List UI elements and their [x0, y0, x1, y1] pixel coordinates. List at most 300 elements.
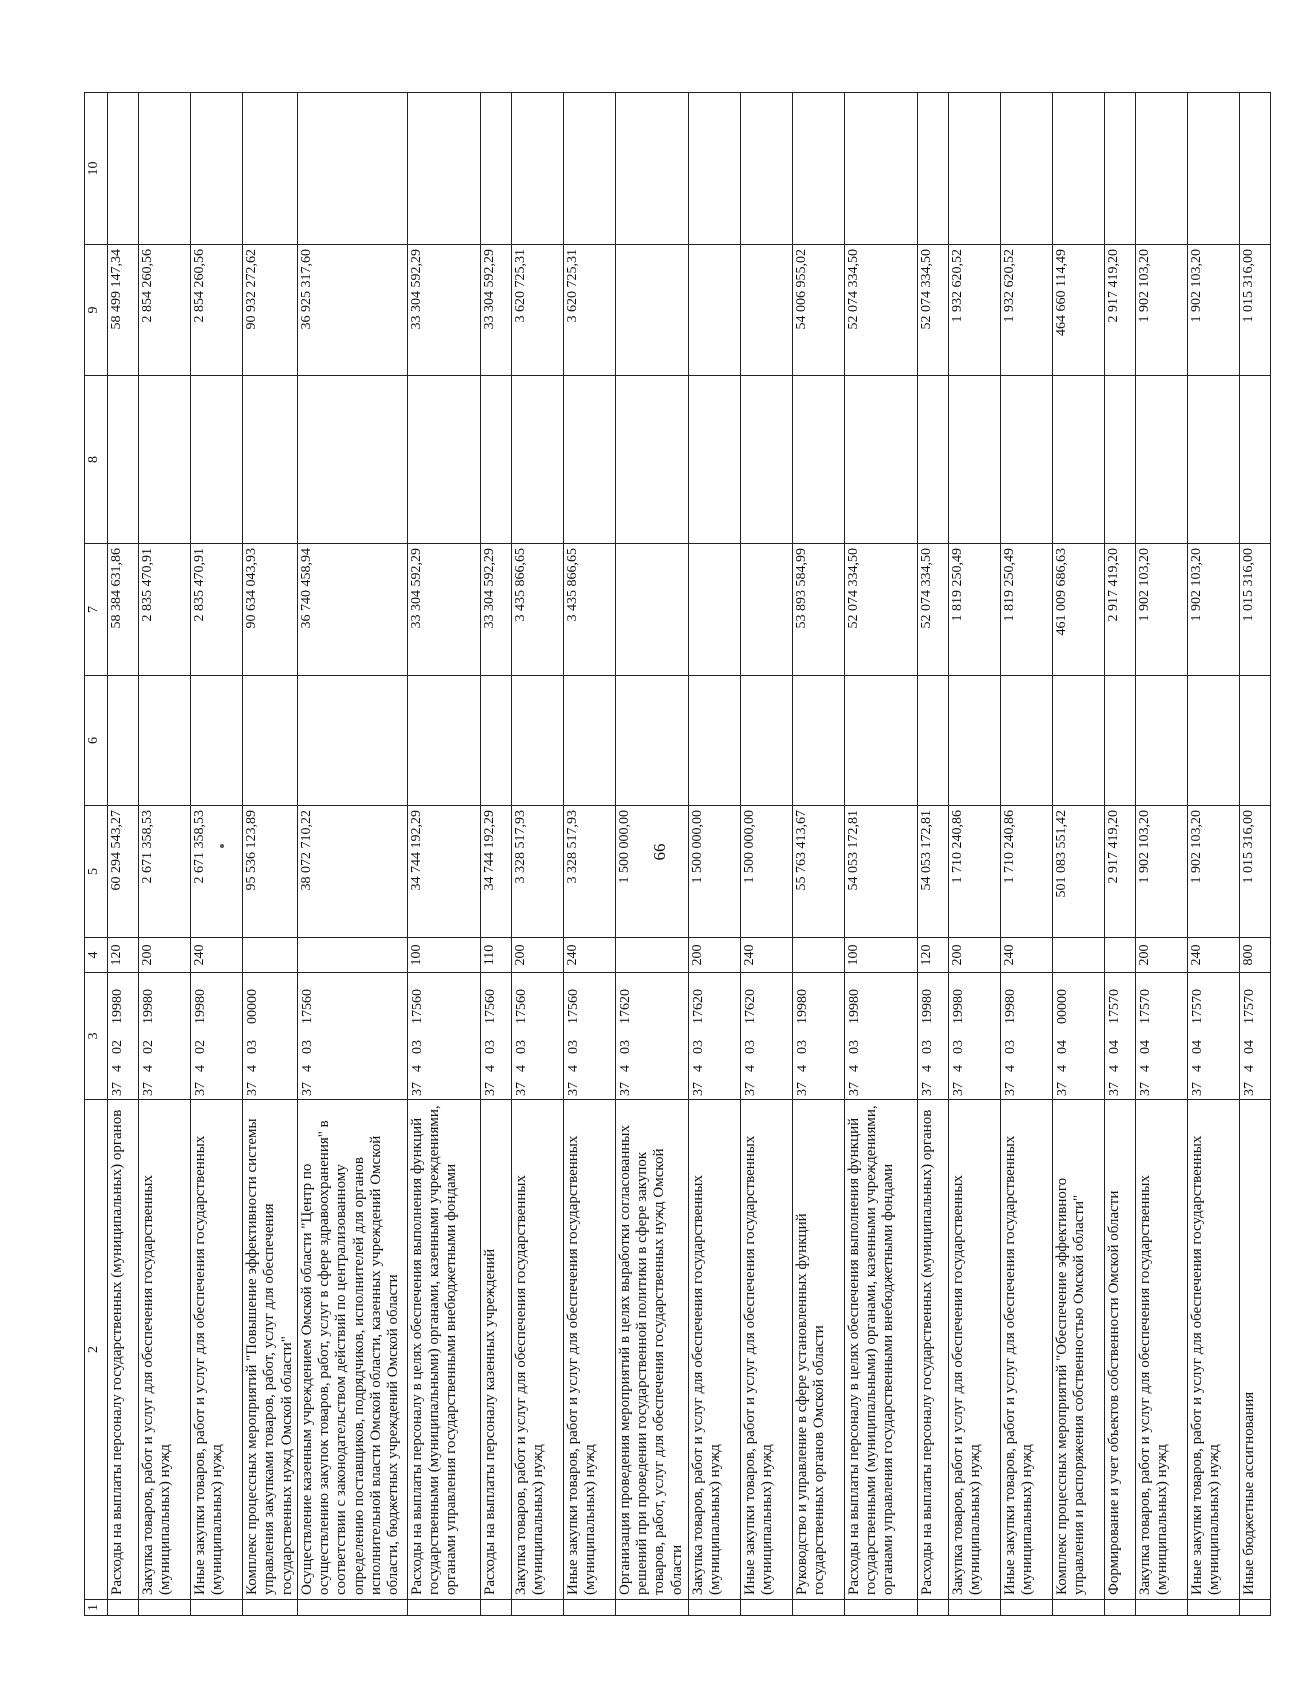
cell-amount-col-9: 2 854 260,56 [191, 245, 243, 376]
code-part-3: 03 [919, 1040, 935, 1054]
cell-col-1 [688, 1600, 740, 1616]
cell-amount-col-5: 55 763 413,67 [792, 806, 844, 938]
cell-amount-col-7: 1 819 250,49 [1000, 544, 1052, 676]
cell-item-name: Иные закупки товаров, работ и услуг для обеспечения государственных (муниципальных) нужд [1187, 1100, 1239, 1600]
cell-col-8 [917, 376, 948, 544]
cell-item-name: Иные закупки товаров, работ и услуг для обеспечения государственных (муниципальных) нужд [563, 1100, 615, 1600]
budget-code [564, 973, 584, 1099]
cell-col-6 [948, 676, 1000, 806]
cell-col-10 [139, 93, 191, 245]
cell-col-6 [108, 676, 139, 806]
code-part-3: 03 [482, 1040, 498, 1054]
cell-col-1 [917, 1600, 948, 1616]
cell-item-name: Расходы на выплаты персоналу государственных (муниципальных) органов [108, 1100, 139, 1600]
cell-col-10 [844, 93, 917, 245]
code-part-4: 00000 [245, 989, 260, 1024]
code-part-3: 03 [299, 1040, 315, 1054]
cell-amount-col-7: 90 634 043,93 [243, 544, 298, 676]
cell-col-6 [1052, 676, 1104, 806]
cell-col-6 [1187, 676, 1239, 806]
cell-amount-col-9: 1 932 620,52 [948, 245, 1000, 376]
cell-col-8 [297, 376, 407, 544]
cell-col-10 [688, 93, 740, 245]
code-part-2: 4 [690, 1065, 706, 1072]
cell-amount-col-5: 95 536 123,89 [243, 806, 298, 938]
cell-amount-col-7: 2 835 470,91 [139, 544, 191, 676]
code-part-4: 17570 [1241, 989, 1257, 1024]
cell-budget-code [1239, 973, 1270, 1100]
cell-col-6 [615, 676, 688, 806]
code-part-2: 4 [1189, 1065, 1205, 1072]
code-part-3: 03 [794, 1040, 810, 1054]
cell-amount-col-5: 2 671 358,53 [191, 806, 243, 938]
code-part-2: 4 [513, 1065, 529, 1072]
cell-amount-col-7 [615, 544, 688, 676]
code-part-3: 02 [110, 1040, 125, 1054]
cell-item-name: Формирование и учет объектов собственности Омской области [1104, 1100, 1135, 1600]
cell-col-1 [844, 1600, 917, 1616]
cell-expense-type [1104, 938, 1135, 973]
code-part-4: 19980 [193, 989, 208, 1024]
cell-col-1 [511, 1600, 563, 1616]
cell-amount-col-7: 33 304 592,29 [407, 544, 480, 676]
cell-col-10 [563, 93, 615, 245]
budget-code [949, 973, 969, 1099]
cell-col-8 [480, 376, 511, 544]
table-row [948, 93, 1000, 1616]
cell-col-1 [407, 1600, 480, 1616]
cell-amount-col-7: 33 304 592,29 [480, 544, 511, 676]
cell-col-8 [511, 376, 563, 544]
cell-col-8 [844, 376, 917, 544]
cell-col-10 [1104, 93, 1135, 245]
table-row [407, 93, 480, 1616]
cell-expense-type: 110 [480, 938, 511, 973]
budget-code [191, 973, 211, 1099]
code-part-4: 19980 [1002, 989, 1018, 1024]
table-row [688, 93, 740, 1616]
cell-col-1 [1135, 1600, 1187, 1616]
code-part-4: 17560 [482, 989, 498, 1024]
cell-amount-col-9: 33 304 592,29 [407, 245, 480, 376]
header-col-6: 6 [85, 676, 108, 806]
code-part-3: 03 [245, 1040, 260, 1054]
cell-col-1 [1052, 1600, 1104, 1616]
header-col-1: 1 [85, 1600, 108, 1616]
rotated-budget-table [84, 93, 1309, 1616]
cell-amount-col-7: 3 435 866,65 [563, 544, 615, 676]
header-col-9: 9 [85, 245, 108, 376]
cell-col-10 [792, 93, 844, 245]
budget-code [1053, 973, 1073, 1099]
cell-amount-col-7: 1 902 103,20 [1135, 544, 1187, 676]
budget-code [481, 973, 501, 1099]
code-part-1: 37 [409, 1082, 425, 1096]
cell-col-1 [191, 1600, 243, 1616]
header-col-4: 4 [85, 938, 108, 973]
budget-code [1001, 973, 1021, 1099]
cell-col-6 [1104, 676, 1135, 806]
cell-budget-code [511, 973, 563, 1100]
cell-item-name: Комплекс процессных мероприятий "Обеспечение эффективного управления и распоряжения собственностью Омской области" [1052, 1100, 1104, 1600]
cell-amount-col-5: 34 744 192,29 [480, 806, 511, 938]
code-part-4: 19980 [919, 989, 935, 1024]
table-row [511, 93, 563, 1616]
code-part-1: 37 [141, 1082, 156, 1096]
code-part-4: 19980 [950, 989, 966, 1024]
cell-item-name: Организация проведения мероприятий в целях выработки согласованных решений при проведении государственной политики в сфере закупок товаров, работ, услуг для обеспечения государственных нужд Омской области [615, 1100, 688, 1600]
cell-budget-code [917, 973, 948, 1100]
code-part-4: 19980 [141, 989, 156, 1024]
code-part-2: 4 [846, 1065, 862, 1072]
cell-amount-col-5: 501 083 551,42 [1052, 806, 1104, 938]
cell-col-1 [139, 1600, 191, 1616]
code-part-2: 4 [565, 1065, 581, 1072]
cell-amount-col-9: 464 660 114,49 [1052, 245, 1104, 376]
code-part-1: 37 [742, 1082, 758, 1096]
cell-budget-code [191, 973, 243, 1100]
code-part-3: 03 [1002, 1040, 1018, 1054]
cell-item-name: Расходы на выплаты персоналу в целях обеспечения выполнения функций государственными (муниципальными) органами, казенными учреждениями, органами управления государственными внебюджетными фондами [407, 1100, 480, 1600]
cell-item-name: Иные закупки товаров, работ и услуг для обеспечения государственных (муниципальных) нужд [191, 1100, 243, 1600]
cell-budget-code [740, 973, 792, 1100]
budget-code [139, 973, 159, 1099]
cell-col-8 [1052, 376, 1104, 544]
cell-amount-col-9: 33 304 592,29 [480, 245, 511, 376]
cell-col-6 [191, 676, 243, 806]
cell-col-1 [108, 1600, 139, 1616]
cell-budget-code [108, 973, 139, 1100]
code-part-4: 17570 [1189, 989, 1205, 1024]
cell-col-6 [1239, 676, 1270, 806]
cell-col-6 [1135, 676, 1187, 806]
cell-amount-col-7: 1 819 250,49 [948, 544, 1000, 676]
cell-col-1 [1239, 1600, 1270, 1616]
code-part-1: 37 [794, 1082, 810, 1096]
code-part-4: 19980 [110, 989, 125, 1024]
cell-amount-col-9: 1 015 316,00 [1239, 245, 1270, 376]
code-part-1: 37 [846, 1082, 862, 1096]
cell-col-6 [297, 676, 407, 806]
cell-col-1 [1000, 1600, 1052, 1616]
cell-item-name: Иные закупки товаров, работ и услуг для обеспечения государственных (муниципальных) нужд [740, 1100, 792, 1600]
budget-code [793, 973, 813, 1099]
cell-col-6 [740, 676, 792, 806]
cell-col-10 [297, 93, 407, 245]
cell-col-10 [1135, 93, 1187, 245]
budget-code [918, 973, 938, 1099]
code-part-3: 03 [513, 1040, 529, 1054]
code-part-2: 4 [950, 1065, 966, 1072]
cell-budget-code [139, 973, 191, 1100]
cell-col-6 [844, 676, 917, 806]
code-part-3: 04 [1106, 1040, 1122, 1054]
code-part-1: 37 [1137, 1082, 1153, 1096]
cell-expense-type: 120 [917, 938, 948, 973]
cell-item-name: Иные закупки товаров, работ и услуг для обеспечения государственных (муниципальных) нужд [1000, 1100, 1052, 1600]
cell-budget-code [1052, 973, 1104, 1100]
cell-amount-col-9: 1 902 103,20 [1187, 245, 1239, 376]
cell-amount-col-9: 2 917 419,20 [1104, 245, 1135, 376]
budget-code [1105, 973, 1125, 1099]
cell-item-name: Закупка товаров, работ и услуг для обеспечения государственных (муниципальных) нужд [948, 1100, 1000, 1600]
cell-expense-type: 200 [688, 938, 740, 973]
code-part-2: 4 [794, 1065, 810, 1072]
table-row [563, 93, 615, 1616]
code-part-1: 37 [919, 1082, 935, 1096]
cell-col-10 [407, 93, 480, 245]
cell-expense-type: 240 [1187, 938, 1239, 973]
cell-col-10 [740, 93, 792, 245]
cell-amount-col-9 [615, 245, 688, 376]
cell-col-6 [480, 676, 511, 806]
code-part-2: 4 [409, 1065, 425, 1072]
cell-expense-type: 240 [563, 938, 615, 973]
cell-amount-col-9: 3 620 725,31 [511, 245, 563, 376]
cell-col-1 [243, 1600, 298, 1616]
cell-amount-col-9: 54 006 955,02 [792, 245, 844, 376]
cell-col-8 [407, 376, 480, 544]
cell-amount-col-7: 52 074 334,50 [844, 544, 917, 676]
header-col-2: 2 [85, 1100, 108, 1600]
code-part-4: 17620 [617, 989, 633, 1024]
header-col-5: 5 [85, 806, 108, 938]
cell-amount-col-9: 52 074 334,50 [844, 245, 917, 376]
cell-col-10 [1239, 93, 1270, 245]
cell-amount-col-9 [688, 245, 740, 376]
code-part-2: 4 [193, 1065, 208, 1072]
table-row [1052, 93, 1104, 1616]
cell-budget-code [1187, 973, 1239, 1100]
code-part-1: 37 [110, 1082, 125, 1096]
cell-col-1 [480, 1600, 511, 1616]
cell-item-name: Закупка товаров, работ и услуг для обеспечения государственных (муниципальных) нужд [511, 1100, 563, 1600]
cell-col-6 [792, 676, 844, 806]
cell-col-6 [407, 676, 480, 806]
code-part-4: 17620 [690, 989, 706, 1024]
table-row [1187, 93, 1239, 1616]
page-number: 66 [650, 843, 669, 861]
cell-col-10 [243, 93, 298, 245]
code-part-1: 37 [193, 1082, 208, 1096]
budget-code [616, 973, 636, 1099]
cell-col-8 [615, 376, 688, 544]
code-part-1: 37 [513, 1082, 529, 1096]
cell-amount-col-5: 2 917 419,20 [1104, 806, 1135, 938]
code-part-3: 04 [1189, 1040, 1205, 1054]
code-part-4: 00000 [1054, 989, 1070, 1024]
code-part-1: 37 [1106, 1082, 1122, 1096]
cell-col-8 [1104, 376, 1135, 544]
cell-amount-col-5: 1 500 000,00 [688, 806, 740, 938]
cell-col-6 [688, 676, 740, 806]
cell-amount-col-5: 60 294 543,27 [108, 806, 139, 938]
cell-amount-col-9: 1 902 103,20 [1135, 245, 1187, 376]
cell-amount-col-9: 90 932 272,62 [243, 245, 298, 376]
cell-amount-col-9: 3 620 725,31 [563, 245, 615, 376]
cell-item-name: Осуществление казенным учреждением Омской области "Центр по осуществлению закупок товаров, работ, услуг в сфере здравоохранения" в соответствии с законодательством действий по централизованному определению поставщиков, подрядчиков, исполнителей для органов исполнительной власти Омской области, казенных учреждений Омской области, бюджетных учреждений Омской области [297, 1100, 407, 1600]
code-part-4: 17620 [742, 989, 758, 1024]
table-row [297, 93, 407, 1616]
cell-expense-type: 200 [1135, 938, 1187, 973]
cell-col-10 [615, 93, 688, 245]
cell-col-6 [563, 676, 615, 806]
code-part-3: 03 [690, 1040, 706, 1054]
code-part-1: 37 [1002, 1082, 1018, 1096]
code-part-3: 04 [1054, 1040, 1070, 1054]
code-part-3: 02 [193, 1040, 208, 1054]
cell-col-8 [1135, 376, 1187, 544]
cell-budget-code [844, 973, 917, 1100]
table-row [108, 93, 139, 1616]
budget-table [84, 92, 1271, 1616]
cell-col-6 [139, 676, 191, 806]
code-part-4: 17560 [299, 989, 315, 1024]
cell-amount-col-5: 54 053 172,81 [844, 806, 917, 938]
cell-amount-col-7: 58 384 631,86 [108, 544, 139, 676]
cell-amount-col-9: 58 499 147,34 [108, 245, 139, 376]
cell-amount-col-7: 1 015 316,00 [1239, 544, 1270, 676]
table-row [615, 93, 688, 1616]
table-row [1104, 93, 1135, 1616]
cell-expense-type [1052, 938, 1104, 973]
budget-code [845, 973, 865, 1099]
cell-amount-col-7: 3 435 866,65 [511, 544, 563, 676]
cell-expense-type [615, 938, 688, 973]
cell-col-10 [1000, 93, 1052, 245]
budget-code [741, 973, 761, 1099]
cell-expense-type: 200 [948, 938, 1000, 973]
code-part-1: 37 [565, 1082, 581, 1096]
cell-item-name: Закупка товаров, работ и услуг для обеспечения государственных (муниципальных) нужд [688, 1100, 740, 1600]
budget-code [689, 973, 709, 1099]
code-part-4: 17560 [565, 989, 581, 1024]
cell-col-1 [948, 1600, 1000, 1616]
cell-col-10 [917, 93, 948, 245]
cell-col-8 [139, 376, 191, 544]
code-part-4: 19980 [794, 989, 810, 1024]
cell-expense-type: 240 [1000, 938, 1052, 973]
cell-amount-col-7: 2 917 419,20 [1104, 544, 1135, 676]
cell-budget-code [792, 973, 844, 1100]
cell-col-6 [243, 676, 298, 806]
code-part-3: 03 [846, 1040, 862, 1054]
code-part-1: 37 [690, 1082, 706, 1096]
cell-col-8 [1239, 376, 1270, 544]
cell-col-10 [948, 93, 1000, 245]
cell-col-1 [297, 1600, 407, 1616]
header-col-3: 3 [85, 973, 108, 1100]
table-row [917, 93, 948, 1616]
budget-code [408, 973, 428, 1099]
code-part-2: 4 [299, 1065, 315, 1072]
cell-col-8 [191, 376, 243, 544]
budget-code [298, 973, 318, 1099]
cell-item-name: Руководство и управление в сфере установленных функций государственных органов Омской области [792, 1100, 844, 1600]
code-part-3: 03 [409, 1040, 425, 1054]
code-part-1: 37 [1189, 1082, 1205, 1096]
cell-amount-col-9: 36 925 317,60 [297, 245, 407, 376]
code-part-2: 4 [617, 1065, 633, 1072]
cell-expense-type: 100 [407, 938, 480, 973]
code-part-2: 4 [919, 1065, 935, 1072]
cell-budget-code [480, 973, 511, 1100]
code-part-2: 4 [110, 1065, 125, 1072]
cell-amount-col-5: 38 072 710,22 [297, 806, 407, 938]
code-part-3: 02 [141, 1040, 156, 1054]
cell-expense-type [297, 938, 407, 973]
table-row [1000, 93, 1052, 1616]
table-row [191, 93, 243, 1616]
cell-expense-type [243, 938, 298, 973]
cell-col-8 [792, 376, 844, 544]
cell-col-8 [1000, 376, 1052, 544]
cell-item-name: Закупка товаров, работ и услуг для обеспечения государственных (муниципальных) нужд [1135, 1100, 1187, 1600]
cell-amount-col-7: 36 740 458,94 [297, 544, 407, 676]
code-part-4: 17570 [1106, 989, 1122, 1024]
code-part-1: 37 [482, 1082, 498, 1096]
table-row [1239, 93, 1270, 1616]
cell-col-6 [917, 676, 948, 806]
code-part-4: 17570 [1137, 989, 1153, 1024]
cell-budget-code [1135, 973, 1187, 1100]
cell-expense-type: 800 [1239, 938, 1270, 973]
cell-budget-code [1104, 973, 1135, 1100]
cell-col-8 [243, 376, 298, 544]
code-part-3: 04 [1137, 1040, 1153, 1054]
code-part-3: 04 [1241, 1040, 1257, 1054]
cell-amount-col-5: 1 500 000,00 [615, 806, 688, 938]
code-part-1: 37 [617, 1082, 633, 1096]
code-part-2: 4 [1137, 1065, 1153, 1072]
table-row [740, 93, 792, 1616]
cell-col-8 [688, 376, 740, 544]
cell-col-8 [1187, 376, 1239, 544]
cell-item-name: Комплекс процессных мероприятий "Повышение эффективности системы управления закупками товаров, работ, услуг для обеспечения государственных нужд Омской области" [243, 1100, 298, 1600]
code-part-2: 4 [482, 1065, 498, 1072]
cell-col-8 [948, 376, 1000, 544]
cell-col-10 [1187, 93, 1239, 245]
cell-item-name: Расходы на выплаты персоналу казенных учреждений [480, 1100, 511, 1600]
budget-code [512, 973, 532, 1099]
budget-code [1188, 973, 1208, 1099]
cell-expense-type: 200 [511, 938, 563, 973]
cell-col-1 [615, 1600, 688, 1616]
budget-code [1136, 973, 1156, 1099]
cell-amount-col-5: 2 671 358,53 [139, 806, 191, 938]
cell-amount-col-7: 53 893 584,99 [792, 544, 844, 676]
cell-amount-col-5: 3 328 517,93 [563, 806, 615, 938]
cell-amount-col-7: 2 835 470,91 [191, 544, 243, 676]
cell-item-name: Иные бюджетные ассигнования [1239, 1100, 1270, 1600]
code-part-2: 4 [742, 1065, 758, 1072]
cell-budget-code [948, 973, 1000, 1100]
cell-expense-type [792, 938, 844, 973]
cell-col-1 [740, 1600, 792, 1616]
code-part-4: 17560 [409, 989, 425, 1024]
header-col-10: 10 [85, 93, 108, 245]
cell-col-6 [511, 676, 563, 806]
cell-amount-col-9 [740, 245, 792, 376]
table-row [844, 93, 917, 1616]
cell-amount-col-5: 1 710 240,86 [948, 806, 1000, 938]
cell-expense-type: 240 [740, 938, 792, 973]
table-row [1135, 93, 1187, 1616]
cell-col-1 [1104, 1600, 1135, 1616]
cell-item-name: Расходы на выплаты персоналу государственных (муниципальных) органов [917, 1100, 948, 1600]
cell-amount-col-7: 52 074 334,50 [917, 544, 948, 676]
code-part-4: 19980 [846, 989, 862, 1024]
